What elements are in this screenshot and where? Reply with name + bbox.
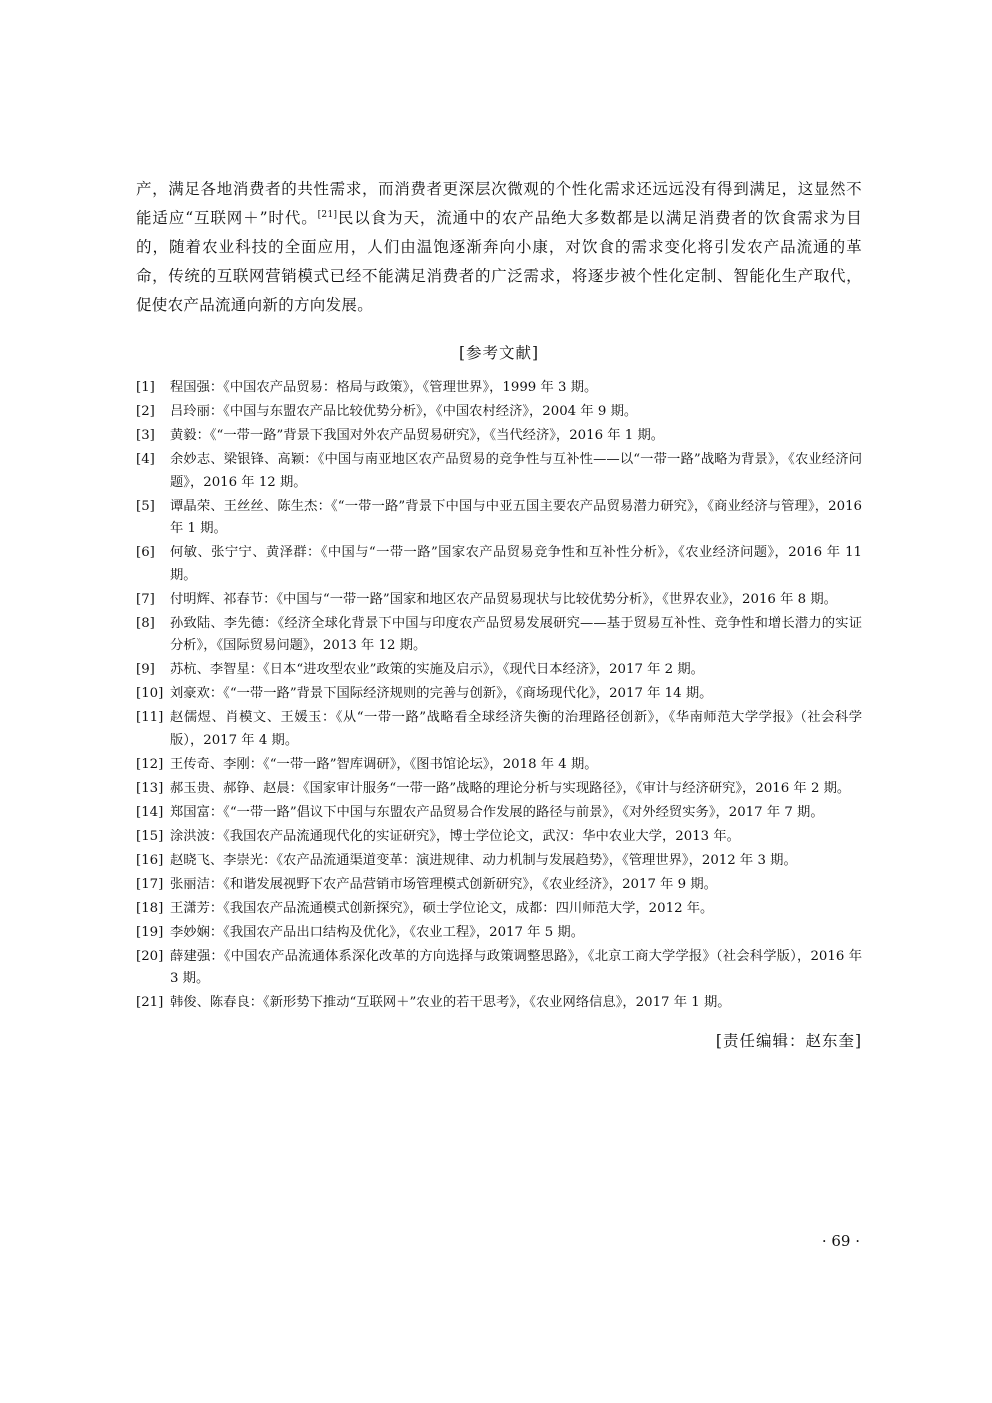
reference-item [136, 589, 862, 612]
reference-text: 程国强：《中国农产品贸易：格局与政策》，《管理世界》，1999 年 3 期。 [170, 380, 598, 395]
paragraph-text-2: 民以食为天，流通中的农产品绝大多数都是以满足消费者的饮食需求为目的，随着农业科技的全面应用，人们由温饱逐渐奔向小康，对饮食的需求变化将引发农产品流通的革命，传统的互联网营销模式已经不能满足消费者的广泛需求，将逐步被个性化定制、智能化生产取代，促使农产品流通向新的方向发展。 [136, 209, 862, 314]
reference-text: 涂洪波：《我国农产品流通现代化的实证研究》，博士学位论文，武汉：华中农业大学，2013 年。 [170, 828, 740, 844]
reference-number: [15] [136, 828, 164, 844]
reference-item [136, 707, 862, 752]
reference-number: [7] [136, 591, 155, 607]
reference-item [136, 659, 862, 682]
reference-number: [3] [136, 428, 155, 443]
reference-item [136, 826, 862, 849]
paragraph-text-1: 产，满足各地消费者的共性需求，而消费者更深层次微观的个性化需求还远远没有得到满足，这显然不能适应“互联网＋”时代。 [136, 180, 862, 227]
reference-number: [4] [136, 452, 155, 467]
reference-item [136, 425, 862, 448]
reference-text: 何敏、张宁宁、黄泽群：《中国与“一带一路”国家农产品贸易竞争性和互补性分析》，《农业经济问题》，2016 年 11 期。 [170, 545, 862, 583]
reference-text: 吕玲丽：《中国与东盟农产品比较优势分析》，《中国农村经济》，2004 年 9 期。 [170, 404, 638, 419]
reference-number: [18] [136, 900, 164, 916]
reference-item [136, 449, 862, 494]
reference-number: [17] [136, 876, 164, 892]
reference-number: [11] [136, 710, 164, 725]
reference-item [136, 850, 862, 873]
responsible-editor: [责任编辑：赵东奎] [715, 1031, 862, 1050]
reference-list [136, 377, 862, 1015]
reference-text: 王传奇、李刚：《“一带一路”智库调研》，《图书馆论坛》，2018 年 4 期。 [170, 756, 598, 772]
citation-superscript: [21] [317, 209, 338, 220]
references-heading: [参考文献] [458, 344, 540, 362]
reference-number: [8] [136, 615, 155, 631]
reference-text: 韩俊、陈春良：《新形势下推动“互联网＋”农业的若干思考》，《农业网络信息》，2017 年 1 期。 [170, 995, 731, 1010]
reference-text: 薛建强：《中国农产品流通体系深化改革的方向选择与政策调整思路》，《北京工商大学学报》（社会科学版），2016 年 3 期。 [170, 948, 862, 986]
reference-number: [19] [136, 924, 164, 940]
reference-item [136, 922, 862, 945]
reference-text: 赵儒煜、肖模文、王媛玉：《从“一带一路”战略看全球经济失衡的治理路径创新》，《华南师范大学学报》（社会科学版），2017 年 4 期。 [170, 710, 862, 748]
reference-text: 王潇芳：《我国农产品流通模式创新探究》，硕士学位论文，成都：四川师范大学，2012 年。 [170, 900, 714, 916]
reference-text: 孙致陆、李先德：《经济全球化背景下中国与印度农产品贸易发展研究——基于贸易互补性、竞争性和增长潜力的实证分析》，《国际贸易问题》，2013 年 12 期。 [170, 615, 862, 653]
reference-number: [14] [136, 804, 164, 820]
reference-item [136, 802, 862, 825]
reference-number: [6] [136, 545, 155, 560]
reference-text: 余妙志、梁银锋、高颖：《中国与南亚地区农产品贸易的竞争性与互补性——以“一带一路”战略为背景》，《农业经济问题》，2016 年 12 期。 [170, 452, 862, 490]
reference-item [136, 683, 862, 706]
reference-text: 刘豪欢：《“一带一路”背景下国际经济规则的完善与创新》，《商场现代化》，2017 年 14 期。 [170, 686, 713, 701]
reference-text: 张丽洁：《和谐发展视野下农产品营销市场管理模式创新研究》，《农业经济》，2017 年 9 期。 [170, 876, 717, 892]
reference-number: [21] [136, 995, 164, 1010]
reference-number: [12] [136, 756, 164, 772]
reference-text: 谭晶荣、王丝丝、陈生杰：《“一带一路”背景下中国与中亚五国主要农产品贸易潜力研究》，《商业经济与管理》，2016 年 1 期。 [170, 498, 862, 536]
page-number: · 69 · [821, 1232, 860, 1250]
reference-item [136, 401, 862, 424]
reference-item [136, 946, 862, 991]
page-content [136, 175, 862, 1051]
reference-item [136, 542, 862, 587]
reference-text: 付明辉、祁春节：《中国与“一带一路”国家和地区农产品贸易现状与比较优势分析》，《世界农业》，2016 年 8 期。 [170, 591, 837, 607]
reference-text: 郝玉贵、郝铮、赵晨：《国家审计服务“一带一路”战略的理论分析与实现路径》，《审计与经济研究》，2016 年 2 期。 [170, 780, 851, 796]
reference-number: [16] [136, 852, 164, 868]
reference-number: [13] [136, 780, 164, 796]
reference-text: 苏杭、李智星：《日本“进攻型农业”政策的实施及启示》，《现代日本经济》，2017 年 2 期。 [170, 662, 704, 677]
reference-item [136, 992, 862, 1015]
reference-text: 赵晓飞、李崇光：《农产品流通渠道变革：演进规律、动力机制与发展趋势》，《管理世界》，2012 年 3 期。 [170, 852, 797, 868]
reference-text: 郑国富：《“一带一路”倡议下中国与东盟农产品贸易合作发展的路径与前景》，《对外经贸实务》，2017 年 7 期。 [170, 804, 824, 820]
reference-item [136, 496, 862, 541]
reference-number: [9] [136, 662, 155, 677]
reference-item [136, 874, 862, 897]
reference-number: [20] [136, 948, 164, 964]
reference-number: [5] [136, 498, 155, 514]
reference-number: [2] [136, 404, 155, 419]
reference-item [136, 377, 862, 400]
reference-item [136, 778, 862, 801]
reference-text: 李妙娴：《我国农产品出口结构及优化》，《农业工程》，2017 年 5 期。 [170, 924, 584, 940]
body-paragraph [136, 175, 862, 320]
reference-item [136, 613, 862, 658]
reference-text: 黄毅：《“一带一路”背景下我国对外农产品贸易研究》，《当代经济》，2016 年 1 期。 [170, 428, 665, 443]
reference-number: [1] [136, 380, 155, 395]
reference-item [136, 898, 862, 921]
reference-number: [10] [136, 686, 164, 701]
reference-item [136, 754, 862, 777]
